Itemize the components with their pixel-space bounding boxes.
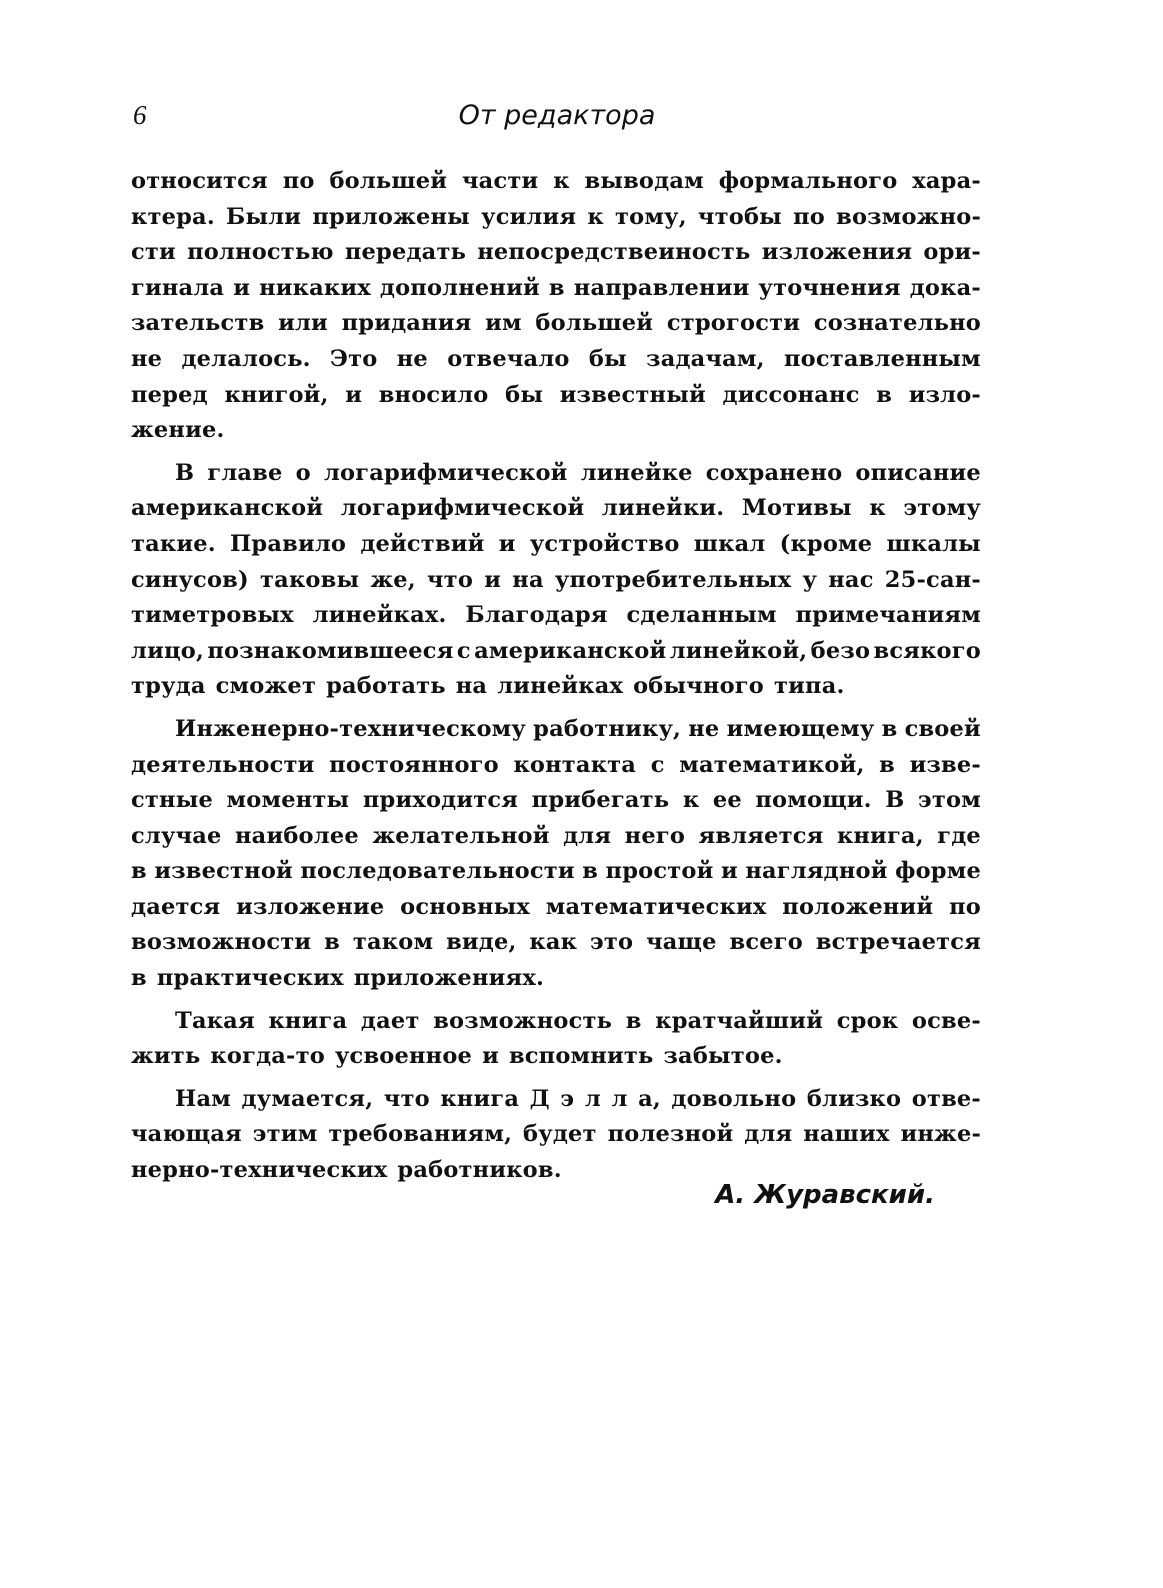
word: ори- (923, 239, 981, 266)
word: дополнений (379, 274, 540, 301)
word: к (587, 203, 604, 230)
text-line (131, 456, 981, 492)
text-line (131, 748, 981, 784)
word: главе (207, 459, 283, 486)
word: не (688, 715, 720, 742)
word: встречается (815, 929, 981, 956)
word: лицо, (131, 637, 205, 664)
text-line (131, 598, 981, 634)
word: американской (474, 637, 667, 664)
text-line (131, 961, 981, 997)
word: для (563, 822, 612, 849)
word: в (131, 858, 147, 885)
word: это (589, 929, 634, 956)
text-line (131, 854, 981, 890)
word: и (484, 566, 502, 593)
word: приложены (312, 203, 470, 230)
paragraph-gap (131, 1075, 981, 1082)
text-line (131, 235, 981, 271)
word: нерно-технических (131, 1157, 388, 1184)
word: приложениях. (353, 965, 544, 992)
word: л (584, 1085, 601, 1112)
text-line (131, 342, 981, 378)
word: имеющему (726, 715, 875, 742)
word: ее (712, 787, 742, 814)
word: или (278, 310, 328, 337)
word: не (131, 345, 163, 372)
word: большей (535, 310, 654, 337)
word: Благодаря (465, 602, 608, 629)
word: сможет (215, 673, 317, 700)
word: таковы (260, 566, 360, 593)
word: познакомившееся (207, 637, 454, 664)
word: помощи. (755, 787, 872, 814)
word: никаких (259, 274, 371, 301)
word: усвоенное (334, 1043, 473, 1070)
word: линейках (497, 673, 624, 700)
word: прибегать (531, 787, 670, 814)
word: жить (131, 1043, 201, 1070)
word: в (548, 274, 565, 301)
word: к (682, 787, 700, 814)
word: логарифмической (340, 495, 585, 522)
word: и (233, 274, 251, 301)
word: американской (131, 495, 324, 522)
paragraph (131, 456, 981, 705)
word: передать (344, 239, 467, 266)
word: же, (370, 566, 416, 593)
word: и (498, 530, 516, 557)
word: В (175, 459, 195, 486)
word: примечаниям (795, 602, 981, 629)
author-signature: А. Журавский. (715, 1180, 935, 1210)
word: изло- (908, 381, 981, 408)
word: него (624, 822, 686, 849)
word: не (396, 345, 428, 372)
word: наглядной (745, 858, 888, 885)
page-header (133, 100, 981, 140)
word: Это (329, 345, 378, 372)
word: жение. (131, 417, 225, 444)
word: вспомнить (508, 1043, 654, 1070)
word: по (282, 168, 315, 194)
word: своей (904, 715, 981, 742)
word: книга (268, 1007, 348, 1034)
text-line (131, 164, 981, 200)
word: а, (638, 1085, 661, 1112)
word: бы (588, 345, 627, 372)
word: требованиям, (328, 1121, 513, 1148)
word: (кроме (779, 530, 873, 557)
word: в (324, 929, 340, 956)
word: устройство (529, 530, 680, 557)
word: изложение (236, 893, 385, 920)
word: возможно- (836, 203, 981, 230)
word: основных (400, 893, 530, 920)
word: л (611, 1085, 628, 1112)
word: тиметровых (131, 602, 294, 629)
word: поставленным (783, 345, 981, 372)
word: отве- (911, 1085, 981, 1112)
word: делалось. (181, 345, 311, 372)
running-head: От редактора (458, 100, 656, 131)
paragraph (131, 1082, 981, 1189)
word: случае (131, 822, 222, 849)
word: о (295, 459, 311, 486)
word: строгости (666, 310, 801, 337)
text-line (131, 634, 981, 670)
word: тому, (615, 203, 687, 230)
word: нас (828, 566, 874, 593)
word: близко (806, 1085, 902, 1112)
word: придания (341, 310, 472, 337)
word: в (131, 965, 147, 992)
paragraph (131, 164, 981, 449)
word: и (482, 1043, 499, 1070)
word: на (455, 673, 488, 700)
word: известной (154, 858, 293, 885)
text-line (131, 413, 981, 449)
word: срок (836, 1007, 899, 1034)
word: им (485, 310, 522, 337)
word: Мотивы (741, 495, 852, 522)
text-line (131, 925, 981, 961)
word: зательств (131, 310, 265, 337)
word: полезной (607, 1121, 734, 1148)
word: стные (131, 787, 213, 814)
word: работать (326, 673, 446, 700)
word: моменты (226, 787, 350, 814)
word: с (650, 751, 665, 778)
word: линейках. (312, 602, 447, 629)
word: этом (918, 787, 981, 814)
word: бы (505, 381, 544, 408)
word: как (529, 929, 578, 956)
paragraph (131, 712, 981, 997)
word: употребительных (554, 566, 792, 593)
word: э (560, 1085, 575, 1112)
word: книга (440, 1085, 520, 1112)
word: Правило (229, 530, 347, 557)
word: труда (131, 673, 206, 700)
word: сознательно (813, 310, 981, 337)
word: изве- (909, 751, 981, 778)
word: дается (131, 893, 221, 920)
word: в (876, 381, 893, 408)
word: Были (226, 203, 302, 230)
text-line (131, 491, 981, 527)
word: гинала (131, 274, 225, 301)
word: для (744, 1121, 793, 1148)
word: форме (895, 858, 981, 885)
paragraph (131, 1004, 981, 1075)
text-line (131, 563, 981, 599)
word: Д (529, 1085, 550, 1112)
word: этому (903, 495, 981, 522)
word: в (881, 715, 898, 742)
word: последовательности (300, 858, 575, 885)
word: обычного (633, 673, 765, 700)
word: формального (718, 168, 898, 194)
word: логарифмической (323, 459, 568, 486)
word: в (879, 751, 895, 778)
word: сделанным (626, 602, 777, 629)
word: в (625, 1007, 642, 1034)
word: полностью (187, 239, 334, 266)
word: к (869, 495, 886, 522)
word: осве- (911, 1007, 981, 1034)
word: синусов) (131, 566, 249, 593)
word: в (582, 858, 599, 885)
word: отвечало (447, 345, 570, 372)
text-line (131, 783, 981, 819)
word: практических (156, 965, 344, 992)
word: наиболее (235, 822, 359, 849)
word: 25-сан- (884, 566, 981, 593)
word: с (456, 637, 471, 664)
word: положений (782, 893, 934, 920)
word: дока- (909, 274, 981, 301)
word: книгой, (224, 381, 329, 408)
word: работнику, (533, 715, 682, 742)
word: математикой, (679, 751, 865, 778)
text-line (131, 306, 981, 342)
word: математических (545, 893, 767, 920)
word: усилия (481, 203, 577, 230)
word: наших (803, 1121, 890, 1148)
word: хара- (912, 168, 981, 194)
word: этим (252, 1121, 318, 1148)
word: действий (360, 530, 485, 557)
text-line (131, 712, 981, 748)
text-line (131, 200, 981, 236)
word: приходится (362, 787, 519, 814)
word: Такая (175, 1007, 255, 1034)
word: на (512, 566, 544, 593)
word: линейки. (601, 495, 725, 522)
page-number: 6 (133, 100, 147, 130)
word: линейкой, (669, 637, 808, 664)
word: Инженерно-техническому (175, 715, 527, 742)
word: по (949, 893, 981, 920)
word: Нам (175, 1085, 231, 1112)
paragraph-gap (131, 705, 981, 712)
word: большей (329, 168, 448, 194)
word: сохранено (705, 459, 843, 486)
word: диссонанс (722, 381, 860, 408)
text-line (131, 271, 981, 307)
word: к (553, 168, 570, 194)
word: описание (855, 459, 981, 486)
word: уточнения (758, 274, 901, 301)
word: линейке (580, 459, 693, 486)
text-line (131, 1004, 981, 1040)
word: постоянного (329, 751, 499, 778)
word: В (885, 787, 905, 814)
word: довольно (671, 1085, 797, 1112)
word: выводам (584, 168, 704, 194)
word: ктера. (131, 203, 215, 230)
word: непосредствеиность (477, 239, 751, 266)
word: возможности (131, 929, 312, 956)
word: контакта (513, 751, 637, 778)
word: чаще (646, 929, 717, 956)
text-line (131, 1039, 981, 1075)
word: перед (131, 381, 208, 408)
word: забытое. (663, 1043, 783, 1070)
word: когда-то (210, 1043, 325, 1070)
word: работников. (397, 1157, 562, 1184)
word: по (793, 203, 825, 230)
text-line (131, 1117, 981, 1153)
text-line (131, 527, 981, 563)
word: безо (810, 637, 871, 664)
word: простой (605, 858, 714, 885)
text-line (131, 378, 981, 414)
word: задачам, (646, 345, 765, 372)
word: где (937, 822, 981, 849)
word: относится (131, 168, 268, 194)
word: части (462, 168, 539, 194)
paragraph-gap (131, 449, 981, 456)
word: желательной (372, 822, 550, 849)
word: шкал (693, 530, 766, 557)
word: что (427, 566, 474, 593)
word: будет (523, 1121, 597, 1148)
word: известный (559, 381, 706, 408)
word: сти (131, 239, 176, 266)
word: и (345, 381, 363, 408)
word: деятельности (131, 751, 315, 778)
body-text (131, 164, 981, 1189)
text-line (131, 890, 981, 926)
word: направлении (573, 274, 750, 301)
word: изложения (761, 239, 913, 266)
word: чающая (131, 1121, 242, 1148)
word: дает (360, 1007, 420, 1034)
word: таком (352, 929, 434, 956)
text-line (131, 1082, 981, 1118)
word: типа. (774, 673, 845, 700)
word: и (720, 858, 738, 885)
word: всего (729, 929, 803, 956)
word: книга, (836, 822, 924, 849)
word: думается, (241, 1085, 374, 1112)
word: вносило (378, 381, 489, 408)
text-line (131, 669, 981, 705)
paragraph-gap (131, 997, 981, 1004)
word: инже- (900, 1121, 981, 1148)
word: возможность (433, 1007, 613, 1034)
word: чтобы (697, 203, 782, 230)
word: кратчайший (655, 1007, 824, 1034)
word: у (802, 566, 818, 593)
word: что (383, 1085, 430, 1112)
word: является (698, 822, 824, 849)
word: шкалы (886, 530, 981, 557)
word: всякого (873, 637, 981, 664)
word: виде, (446, 929, 517, 956)
text-line (131, 819, 981, 855)
word: такие. (131, 530, 216, 557)
